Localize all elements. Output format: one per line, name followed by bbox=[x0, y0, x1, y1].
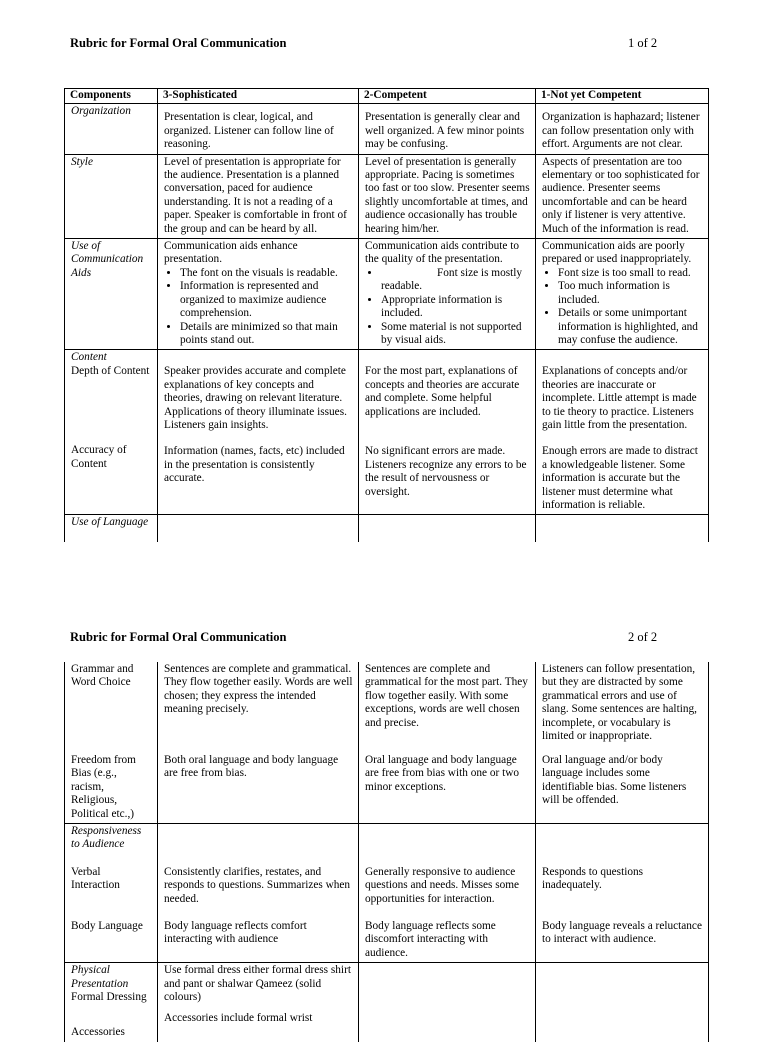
rubric-table-page-2 bbox=[64, 662, 709, 1042]
header-not-yet-competent: 1-Not yet Competent bbox=[536, 89, 709, 104]
list-item: • Details are minimized so that main points stand out. bbox=[180, 321, 353, 348]
cell-sophisticated: Presentation is clear, logical, and organized. Listener can follow line of reasoning. bbox=[158, 104, 359, 154]
cell-not-yet-competent: Communication aids are poorly prepared or used inappropriately. • Font size is too small to read. • Too much information is included. • Details or some unimportant information is highlighted, and may confuse the audience. bbox=[536, 239, 709, 350]
cell-not-yet-competent bbox=[536, 963, 709, 1042]
row-label: Grammar and Word Choice bbox=[65, 662, 158, 753]
row-label bbox=[65, 824, 158, 963]
cell-competent: Communication aids contribute to the quality of the presentation. • Font size is mostly readable. • Appropriate information is included. • Some material is not supported by visual aids. bbox=[359, 239, 536, 350]
cell-not-yet-competent: Responds to questions inadequately. Body language reveals a reluctance to interact with audience. bbox=[536, 824, 709, 963]
row-bias bbox=[65, 753, 709, 824]
cell-competent: Oral language and body language are free from bias with one or two minor exceptions. bbox=[359, 753, 536, 824]
cell-competent: Level of presentation is generally appropriate. Pacing is sometimes too fast or too slow. Presenter seems slightly uncomfortable at times, and audience occasionally has trouble hearing him/her. bbox=[359, 154, 536, 238]
row-label: Use of Communication Aids bbox=[65, 239, 158, 350]
body-label: Body Language bbox=[71, 919, 143, 932]
cell-not-yet-competent: Explanations of concepts and/or theories are inaccurate or incomplete. Little attempt is made to tie theory to practice. Listeners gain little from the presentation. Enough errors are made to distract a knowledgeable listener. Some information is accurate but the listener must determine what information is reliable. bbox=[536, 350, 709, 515]
content-label: Content bbox=[71, 351, 107, 364]
cell-sophisticated: Speaker provides accurate and complete explanations of key concepts and theories, drawing on relevant literature. Applications of theory illuminate issues. Listeners gain insights. Information (names, facts, etc) included in the presentation is consistently accurate. bbox=[158, 350, 359, 515]
list-item: • Appropriate information is included. bbox=[381, 294, 530, 321]
list-item: • Details or some unimportant information is highlighted, and may confuse the audience. bbox=[558, 307, 703, 347]
cell-not-yet-competent: Aspects of presentation are too elementary or too sophisticated for audience. Presenter seems uncomfortable and can be heard only if listener is very attentive. Much of the information is read. bbox=[536, 154, 709, 238]
header-sophisticated: 3-Sophisticated bbox=[158, 89, 359, 104]
cell-sophisticated: Sentences are complete and grammatical. They flow together easily. Words are well chosen; they express the intended meaning precisely. bbox=[158, 662, 359, 753]
cell-sophisticated: Level of presentation is appropriate for the audience. Presentation is a planned conversation, paced for audience understanding. It is not a reading of a paper. Speaker is comfortable in front of the group and can be heard by all. bbox=[158, 154, 359, 238]
cell-sophisticated: Consistently clarifies, restates, and responds to questions. Summarizes when needed. Body language reflects comfort interacting with audience bbox=[158, 824, 359, 963]
accessories-label: Accessories bbox=[71, 1026, 125, 1039]
list-item: • Font size is too small to read. bbox=[558, 267, 703, 280]
list-item: • Some material is not supported by visual aids. bbox=[381, 321, 530, 348]
cell-sophisticated: Use formal dress either formal dress shirt and pant or shalwar Qameez (solid colours) Accessories include formal wrist bbox=[158, 963, 359, 1042]
cell-competent: Presentation is generally clear and well organized. A few minor points may be confusing. bbox=[359, 104, 536, 154]
row-responsiveness bbox=[65, 824, 709, 963]
cell-not-yet-competent: Oral language and/or body language includes some identifiable bias. Some listeners will be offended. bbox=[536, 753, 709, 824]
page-title: Rubric for Formal Oral Communication bbox=[70, 630, 287, 644]
cell-competent: Sentences are complete and grammatical for the most part. They flow together easily. With some exceptions, words are well chosen and precise. bbox=[359, 662, 536, 753]
cell-not-yet-competent: Listeners can follow presentation, but they are distracted by some grammatical errors and use of slang. Some sentences are halting, incomplete, or vocabulary is limited or inappropriate. bbox=[536, 662, 709, 753]
list-item: • Font size is mostly readable. bbox=[381, 267, 530, 294]
verbal-label: Verbal Interaction bbox=[71, 865, 120, 892]
page-number: 1 of 2 bbox=[628, 36, 658, 50]
list-item: • The font on the visuals is readable. bbox=[180, 267, 353, 280]
page-title: Rubric for Formal Oral Communication bbox=[70, 36, 287, 50]
cell-competent: Generally responsive to audience questions and needs. Misses some opportunities for interaction. Body language reflects some discomfort interacting with audience. bbox=[359, 824, 536, 963]
row-label: Use of Language bbox=[65, 515, 158, 543]
cell-competent: For the most part, explanations of concepts and theories are accurate and complete. Some helpful applications are included. No significant errors are made. Listeners recognize any errors to be the result of nervousness or oversight. bbox=[359, 350, 536, 515]
cell-sophisticated: Both oral language and body language are free from bias. bbox=[158, 753, 359, 824]
cell-sophisticated: Communication aids enhance presentation. • The font on the visuals is readable. • Information is represented and organized to maximize audience comprehension. • Details are minimized so that main points stand out. bbox=[158, 239, 359, 350]
row-physical-presentation bbox=[65, 963, 709, 1042]
header-components: Components bbox=[65, 89, 158, 104]
row-label bbox=[65, 963, 158, 1042]
row-label: Organization bbox=[65, 104, 158, 154]
row-label: Freedom from Bias (e.g., racism, Religious, Political etc.,) bbox=[65, 753, 158, 824]
depth-label: Depth of Content bbox=[71, 364, 150, 377]
accuracy-label: Accuracy of Content bbox=[71, 444, 127, 470]
row-grammar bbox=[65, 662, 709, 753]
cell-not-yet-competent: Organization is haphazard; listener can follow presentation only with effort. Arguments are not clear. bbox=[536, 104, 709, 154]
page-number: 2 of 2 bbox=[628, 630, 658, 644]
row-label: Style bbox=[65, 154, 158, 238]
formal-dressing-label: Formal Dressing bbox=[71, 991, 147, 1004]
physical-label: Physical Presentation bbox=[71, 964, 129, 990]
list-item: • Too much information is included. bbox=[558, 280, 703, 307]
cell-competent bbox=[359, 963, 536, 1042]
header-competent: 2-Competent bbox=[359, 89, 536, 104]
list-item: • Information is represented and organized to maximize audience comprehension. bbox=[180, 280, 353, 320]
responsiveness-label: Responsiveness to Audience bbox=[71, 825, 142, 851]
